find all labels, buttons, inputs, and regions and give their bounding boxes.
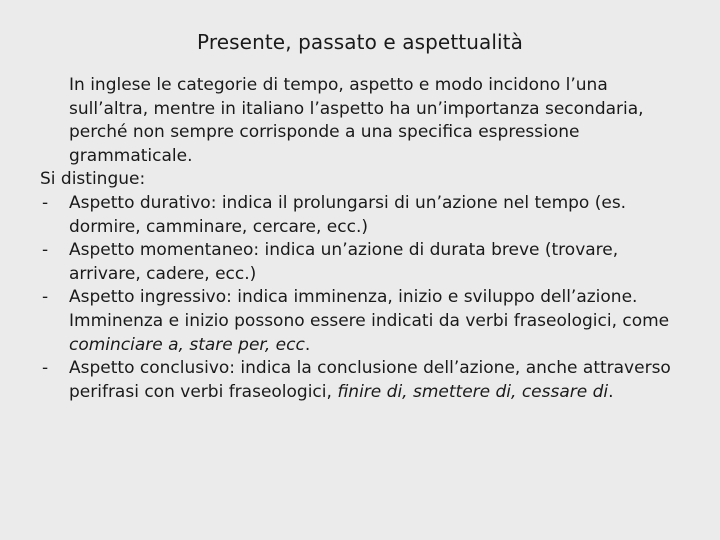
slide-title: Presente, passato e aspettualità — [197, 30, 523, 54]
list-item-text: Aspetto conclusivo: indica la conclusione dell’azione, anche attraverso perifrasi con verbi fraseologici, — [69, 358, 671, 402]
list-item-conclusivo — [40, 357, 680, 404]
list-item-italic-examples: cominciare a, stare per, ecc — [69, 334, 305, 355]
list-item-end: . — [304, 334, 311, 355]
intro-paragraph: In inglese le categorie di tempo, aspetto e modo incidono l’una sull’altra, mentre in italiano l’aspetto ha un’importanza secondaria, perché non sempre corrisponde a una specifica espressione grammaticale. — [69, 75, 644, 166]
list-item-text: Aspetto ingressivo: indica imminenza, inizio e sviluppo dell’azione. Imminenza e inizio possono essere indicati da verbi fraseologici, come — [69, 287, 670, 331]
bullet-dash: - — [42, 240, 49, 261]
list-item-ingressivo — [40, 286, 680, 357]
bullet-dash: - — [42, 192, 49, 213]
list-item-end: . — [608, 381, 614, 402]
list-heading: Si distingue: — [40, 169, 146, 190]
list-item-text: Aspetto momentaneo: indica un’azione di durata breve (trovare, arrivare, cadere, ecc.) — [69, 240, 619, 284]
list-item-text: Aspetto durativo: indica il prolungarsi di un’azione nel tempo (es. dormire, camminare, cercare, ecc.) — [69, 192, 627, 237]
slide-body — [40, 74, 680, 404]
bullet-dash: - — [42, 358, 49, 379]
bullet-dash: - — [42, 287, 49, 308]
list-item-italic-examples: finire di, smettere di, cessare di — [337, 381, 609, 402]
list-item-durativo — [40, 192, 680, 239]
list-item-momentaneo — [40, 239, 680, 286]
